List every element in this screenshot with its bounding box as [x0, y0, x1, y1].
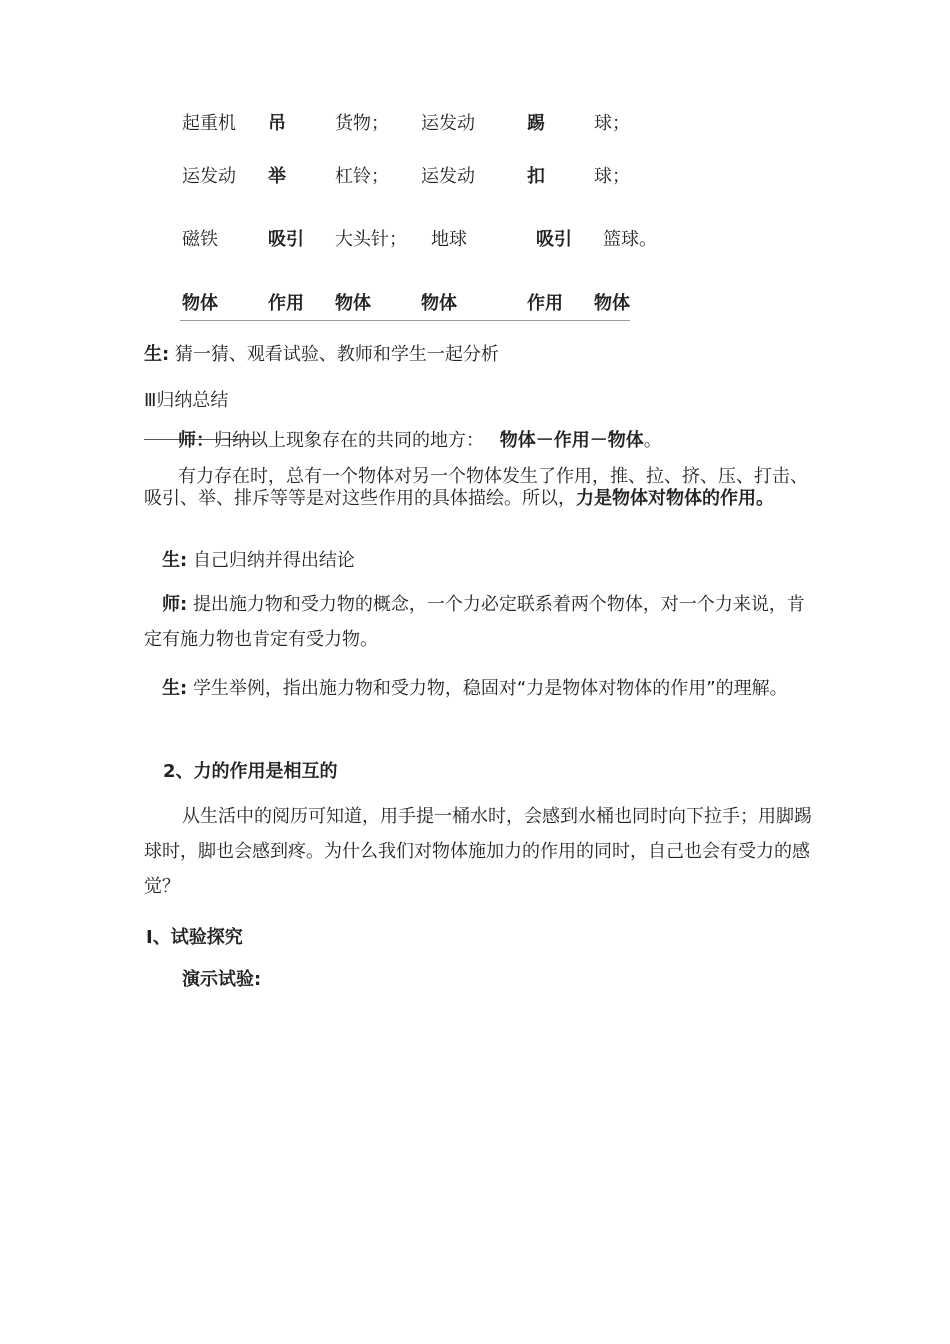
table-cell: 杠铃；: [335, 166, 389, 187]
student-line-1: [144, 343, 499, 367]
student-text: 自己归纳并得出结论: [192, 550, 355, 571]
table-cell-verb: 吊: [268, 113, 286, 134]
table-cell: 运发动: [182, 166, 236, 187]
section-heading-experiment: Ⅰ、试验探究: [146, 927, 243, 948]
teacher-label: 师:: [162, 594, 188, 615]
table-footer-cell: 物体: [335, 293, 371, 314]
student-line-2: [162, 549, 355, 573]
summary-text: 有力存在时，总有一个物体对另一个物体发生了作用，推、拉、挤、压、打击、吸引、举、排斥等等是对这些作用的具体描绘。所以，: [144, 466, 808, 509]
section-heading-summary: Ⅲ归纳总结: [144, 390, 229, 411]
teacher-end: 。: [643, 430, 662, 451]
student-label: 生:: [144, 344, 170, 365]
table-divider: [180, 320, 630, 321]
table-cell: 起重机: [182, 113, 236, 134]
table-cell-verb: 举: [268, 166, 286, 187]
table-cell: 运发动: [421, 113, 475, 134]
table-cell: 磁铁: [182, 229, 218, 250]
table-cell: 地球: [431, 229, 467, 250]
table-cell: 运发动: [421, 166, 475, 187]
table-footer-cell: 物体: [421, 293, 457, 314]
summary-paragraph: [144, 466, 812, 510]
demo-heading: 演示试验:: [182, 969, 262, 990]
teacher-emphasis: 物体－作用－物体: [499, 430, 644, 451]
table-cell-verb: 吸引: [268, 229, 304, 250]
table-footer-cell: 物体: [594, 293, 630, 314]
table-cell: 球；: [594, 166, 630, 187]
table-cell-verb: 踢: [527, 113, 545, 134]
student-label: 生:: [162, 550, 188, 571]
table-cell: 大头针；: [335, 229, 407, 250]
teacher-paragraph-2: [144, 587, 814, 657]
student-text: 猜一猜、观看试验、教师和学生一起分析: [174, 344, 499, 365]
table-cell-verb: 吸引: [536, 229, 572, 250]
summary-bold: 力是物体对物体的作用。: [576, 488, 774, 509]
table-footer-cell: 作用: [268, 293, 304, 314]
teacher-text: 归纳以上现象存在的共同的地方：: [214, 430, 484, 451]
intro-paragraph: 从生活中的阅历可知道，用手提一桶水时，会感到水桶也同时向下拉手；用脚踢球时，脚也会感到疼。为什么我们对物体施加力的作用的同时，自己也会有受力的感觉？: [144, 806, 812, 897]
table-cell: 货物；: [335, 113, 389, 134]
heading-mutual-force: 2、力的作用是相互的: [163, 761, 338, 782]
teacher-line-1: [178, 429, 662, 453]
teacher-label: 师：: [178, 430, 214, 451]
table-cell: 球；: [594, 113, 630, 134]
teacher-text: 提出施力物和受力物的概念，一个力必定联系着两个物体，对一个力来说，肯定有施力物也肯定有受力物。: [144, 594, 805, 650]
table-footer-cell: 物体: [182, 293, 218, 314]
table-cell: 篮球。: [603, 229, 657, 250]
student-paragraph-3: [144, 671, 814, 706]
student-text: 学生举例，指出施力物和受力物，稳固对“力是物体对物体的作用”的理解。: [192, 678, 788, 699]
student-label: 生:: [162, 678, 188, 699]
table-cell-verb: 扣: [527, 166, 545, 187]
table-footer-cell: 作用: [527, 293, 563, 314]
